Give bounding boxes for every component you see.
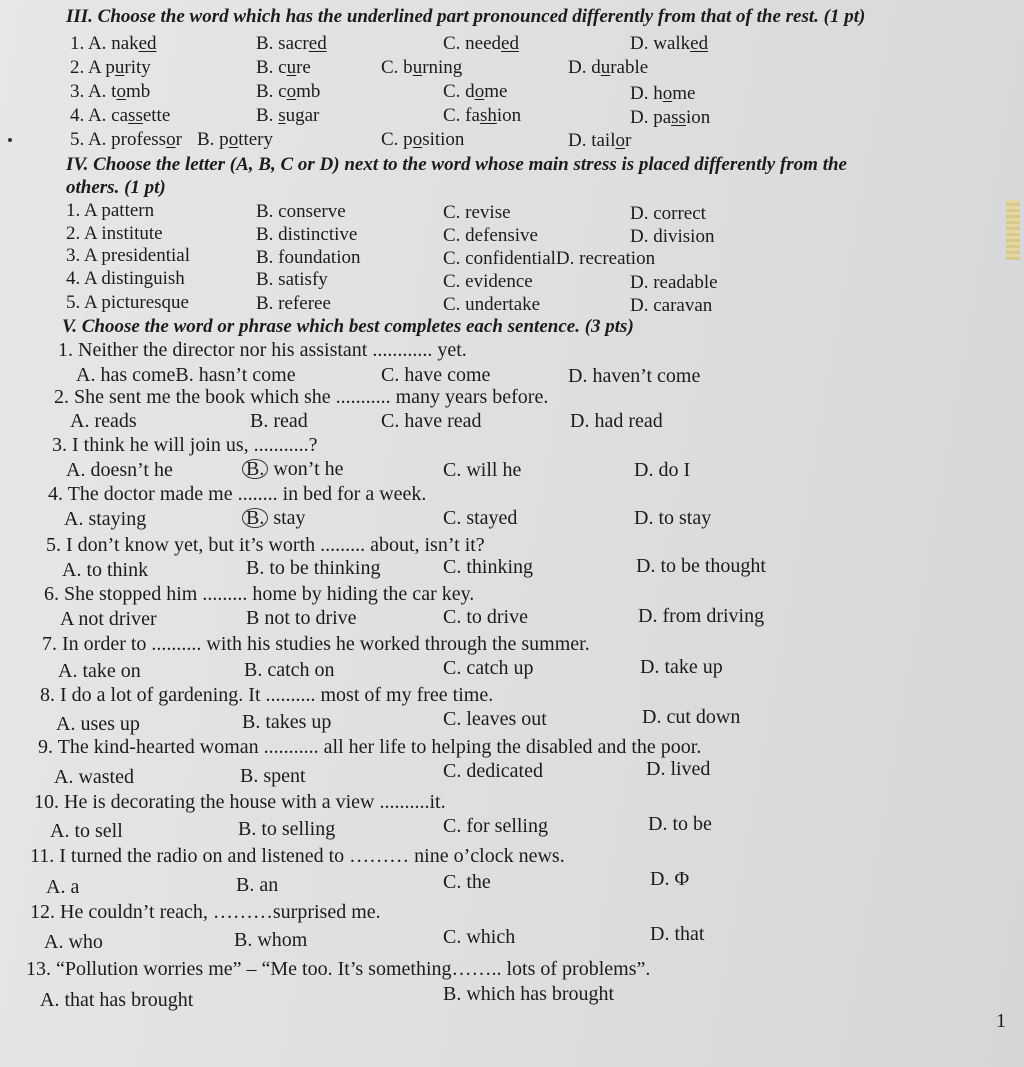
s3-q4-d: D. passion xyxy=(630,107,711,128)
s3-q5-b: B. pottery xyxy=(197,129,274,150)
binder-edge xyxy=(1006,200,1020,260)
s5-q9-a: A. wasted xyxy=(54,766,134,788)
s5-q3-a: A. doesn’t he xyxy=(66,459,173,481)
s5-q1-c: C. have come xyxy=(381,364,491,386)
s5-q7-stem: 7. In order to .......... with his studies he worked through the summer. xyxy=(42,633,590,655)
s5-q12-a: A. who xyxy=(44,931,103,953)
s5-q6-d: D. from driving xyxy=(638,605,765,627)
s5-q12-stem: 12. He couldn’t reach, ………surprised me. xyxy=(30,901,381,923)
s5-q9-b: B. spent xyxy=(240,765,306,787)
s5-q11-c: C. the xyxy=(443,871,491,893)
s5-q9-stem: 9. The kind-hearted woman ........... all her life to helping the disabled and the poor. xyxy=(38,736,702,758)
s3-q3-a: 3. A. tomb xyxy=(70,81,151,102)
s5-q11-stem: 11. I turned the radio on and listened to ……… nine o’clock news. xyxy=(30,845,565,867)
margin-dot xyxy=(8,138,12,142)
s5-q13-stem: 13. “Pollution worries me” – “Me too. It’s something…….. lots of problems”. xyxy=(26,958,651,980)
s3-q2-d: D. durable xyxy=(568,57,649,78)
s5-q10-b: B. to selling xyxy=(238,818,336,840)
s5-q11-b: B. an xyxy=(236,874,279,896)
s5-q5-d: D. to be thought xyxy=(636,555,766,577)
s4-q3-a: 3. A presidential xyxy=(66,245,191,266)
s4-q3-b: B. foundation xyxy=(256,247,361,268)
s3-q2-c: C. burning xyxy=(381,57,463,78)
answer-circle: B. xyxy=(242,508,268,528)
s5-q3-c: C. will he xyxy=(443,459,522,481)
s5-q4-stem: 4. The doctor made me ........ in bed for a week. xyxy=(48,483,427,505)
s5-q2-a: A. reads xyxy=(70,410,137,432)
s5-q4-a: A. staying xyxy=(64,508,147,530)
s3-q1-a: 1. A. naked xyxy=(70,33,157,54)
s4-q4-b: B. satisfy xyxy=(256,269,328,290)
s5-q3-b: B. won’t he xyxy=(242,458,344,480)
s4-q4-a: 4. A distinguish xyxy=(66,268,185,289)
s5-q10-a: A. to sell xyxy=(50,820,123,842)
s3-q2-a: 2. A purity xyxy=(70,57,151,78)
s5-q6-stem: 6. She stopped him ......... home by hiding the car key. xyxy=(44,583,475,605)
s3-q3-b: B. comb xyxy=(256,81,321,102)
s5-q2-d: D. had read xyxy=(570,410,663,432)
s5-q8-b: B. takes up xyxy=(242,711,332,733)
s5-q3-d: D. do I xyxy=(634,459,691,481)
s5-q2-c: C. have read xyxy=(381,410,482,432)
s4-q4-c: C. evidence xyxy=(443,271,533,292)
s3-q5-d: D. tailor xyxy=(568,130,632,151)
s4-q3-c: C. confidentialD. recreation xyxy=(443,248,656,269)
s5-q10-d: D. to be xyxy=(648,813,712,835)
s5-q13-b: B. which has brought xyxy=(443,983,615,1005)
answer-circle: B. xyxy=(242,459,268,479)
s5-q5-a: A. to think xyxy=(62,559,149,581)
section4-heading-cont: others. (1 pt) xyxy=(66,177,166,198)
s5-q2-stem: 2. She sent me the book which she ........... many years before. xyxy=(54,386,549,408)
s5-q3-stem: 3. I think he will join us, ...........? xyxy=(52,434,318,456)
s5-q7-b: B. catch on xyxy=(244,659,335,681)
s4-q4-d: D. readable xyxy=(630,272,718,293)
s5-q8-stem: 8. I do a lot of gardening. It .......... most of my free time. xyxy=(40,684,494,706)
s3-q4-a: 4. A. cassette xyxy=(70,105,171,126)
s4-q5-a: 5. A picturesque xyxy=(66,292,189,313)
s4-q1-d: D. correct xyxy=(630,203,706,224)
s5-q7-c: C. catch up xyxy=(443,657,534,679)
s4-q5-b: B. referee xyxy=(256,293,331,314)
s5-q7-a: A. take on xyxy=(58,660,141,682)
s5-q8-a: A. uses up xyxy=(56,713,140,735)
s5-q5-c: C. thinking xyxy=(443,556,534,578)
s5-q13-a: A. that has brought xyxy=(40,989,194,1011)
s5-q8-d: D. cut down xyxy=(642,706,741,728)
s4-q2-b: B. distinctive xyxy=(256,224,358,245)
s5-q4-c: C. stayed xyxy=(443,507,518,529)
section3-heading: III. Choose the word which has the underlined part pronounced differently from that of the rest. (1 pt) xyxy=(66,6,866,27)
s5-q4-d: D. to stay xyxy=(634,507,712,529)
s3-q5-c: C. position xyxy=(381,129,465,150)
s3-q1-b: B. sacred xyxy=(256,33,327,54)
s5-q12-c: C. which xyxy=(443,926,516,948)
s4-q5-d: D. caravan xyxy=(630,295,713,316)
s3-q3-d: D. home xyxy=(630,83,696,104)
s5-q6-c: C. to drive xyxy=(443,606,528,628)
s5-q12-d: D. that xyxy=(650,923,705,945)
s5-q11-a: A. a xyxy=(46,876,80,898)
s3-q4-b: B. sugar xyxy=(256,105,320,126)
s3-q5-a: 5. A. professor xyxy=(70,129,182,150)
s5-q1-d: D. haven’t come xyxy=(568,365,701,387)
s5-q10-stem: 10. He is decorating the house with a view ..........it. xyxy=(34,791,446,813)
s5-q5-stem: 5. I don’t know yet, but it’s worth ......... about, isn’t it? xyxy=(46,534,485,556)
s5-q12-b: B. whom xyxy=(234,929,308,951)
s3-q2-b: B. cure xyxy=(256,57,311,78)
s5-q6-a: A not driver xyxy=(60,608,157,630)
s5-q8-c: C. leaves out xyxy=(443,708,547,730)
s4-q2-a: 2. A institute xyxy=(66,223,163,244)
s5-q6-b: B not to drive xyxy=(246,607,357,629)
s5-q7-d: D. take up xyxy=(640,656,723,678)
page-number: 1 xyxy=(996,1010,1006,1032)
s5-q1-stem: 1. Neither the director nor his assistant ............ yet. xyxy=(58,339,467,361)
s5-q11-d: D. Φ xyxy=(650,868,690,890)
s5-q2-b: B. read xyxy=(250,410,308,432)
s3-q1-c: C. needed xyxy=(443,33,519,54)
s4-q5-c: C. undertake xyxy=(443,294,541,315)
s3-q3-c: C. dome xyxy=(443,81,508,102)
s4-q2-d: D. division xyxy=(630,226,715,247)
s5-q5-b: B. to be thinking xyxy=(246,557,381,579)
s3-q4-c: C. fashion xyxy=(443,105,522,126)
s5-q9-d: D. lived xyxy=(646,758,711,780)
s4-q1-c: C. revise xyxy=(443,202,511,223)
s3-q1-d: D. walked xyxy=(630,33,709,54)
s4-q1-b: B. conserve xyxy=(256,201,346,222)
s5-q9-c: C. dedicated xyxy=(443,760,543,782)
section4-heading: IV. Choose the letter (A, B, C or D) next to the word whose main stress is placed differently from the xyxy=(66,154,847,175)
s5-q1-a: A. has comeB. hasn’t come xyxy=(76,364,296,386)
s4-q2-c: C. defensive xyxy=(443,225,538,246)
s5-q4-b: B. stay xyxy=(242,507,306,529)
s5-q10-c: C. for selling xyxy=(443,815,548,837)
s4-q1-a: 1. A pattern xyxy=(66,200,155,221)
section5-heading: V. Choose the word or phrase which best completes each sentence. (3 pts) xyxy=(62,316,634,337)
